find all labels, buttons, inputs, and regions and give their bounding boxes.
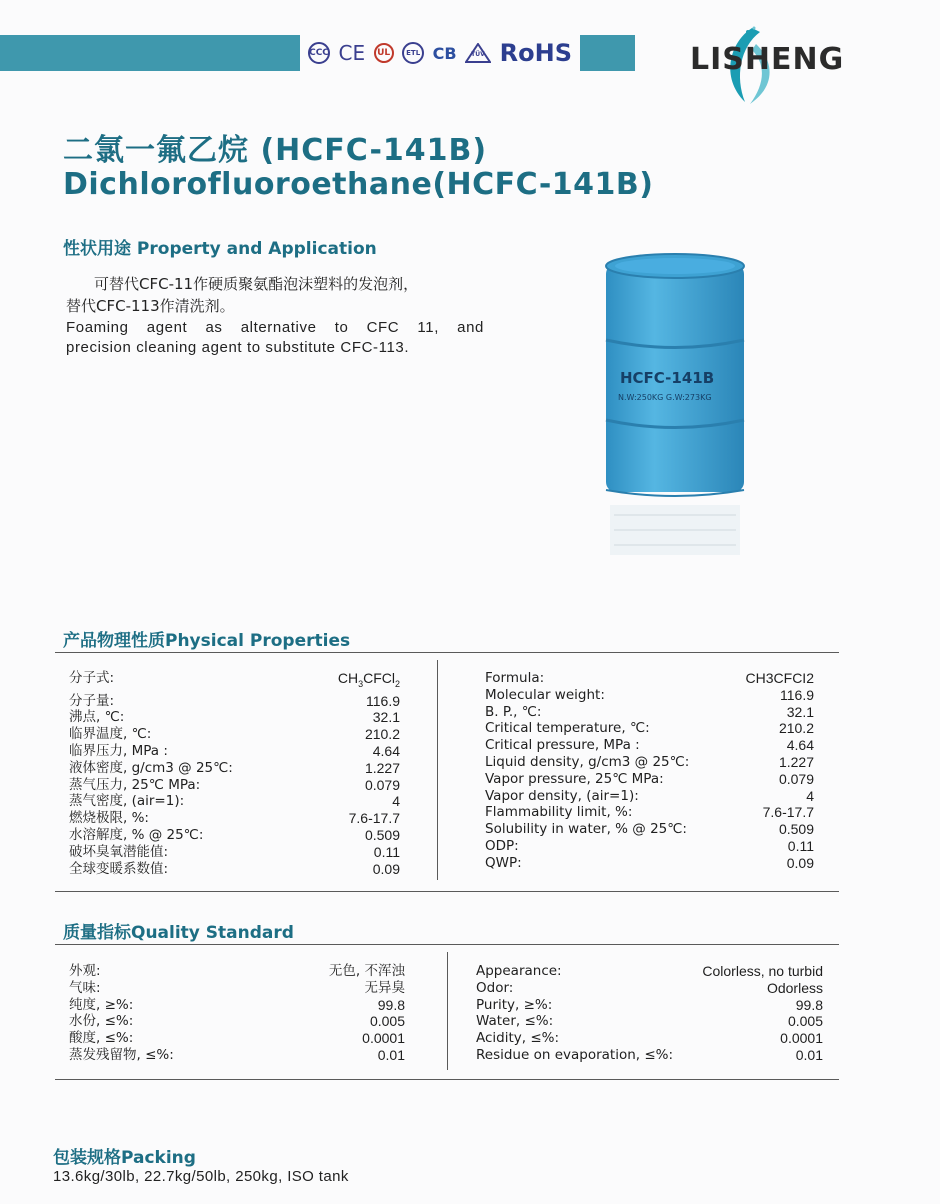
row-label: Residue on evaporation, ≤%: (476, 1046, 674, 1063)
table-row (476, 980, 823, 997)
header-banner-left (0, 35, 300, 71)
table-row (69, 1047, 405, 1064)
table-row (69, 980, 405, 997)
table-row (69, 760, 400, 777)
quality-table-en (476, 963, 823, 1064)
property-text-chinese (66, 273, 486, 317)
row-label: QWP: (485, 854, 522, 871)
row-label: 纯度, ≥%: (69, 996, 134, 1013)
row-value: 99.8 (377, 996, 405, 1013)
row-value: 116.9 (366, 692, 400, 709)
table-row (476, 1030, 823, 1047)
row-value: 4.64 (786, 737, 814, 754)
table-row (69, 861, 400, 878)
row-label: Acidity, ≤%: (476, 1030, 560, 1047)
header-banner-right (580, 35, 635, 71)
table-row (485, 737, 814, 754)
property-en-line: precision cleaning agent to substitute CFC-113. (66, 339, 410, 356)
table-row (69, 743, 400, 760)
property-cn-line: 可替代CFC-11作硬质聚氨酯泡沫塑料的发泡剂， (94, 275, 419, 293)
row-value: 0.509 (364, 826, 400, 843)
certification-strip (300, 35, 580, 71)
formula-value: $CH_3CFCl_2$ (337, 670, 400, 689)
title-english: Dichlorofluoroethane(HCFC-141B) (63, 167, 654, 202)
divider (55, 1079, 839, 1080)
row-value: 0.01 (795, 1046, 823, 1063)
row-value: 0.509 (778, 821, 814, 838)
table-row (476, 997, 823, 1014)
table-row (69, 777, 400, 794)
divider (55, 652, 839, 653)
row-value: 0.005 (787, 1013, 823, 1030)
table-row (69, 1030, 405, 1047)
table-row (476, 963, 823, 980)
row-label: 临界压力, MPa : (69, 742, 168, 759)
table-row (485, 804, 814, 821)
table-row (69, 963, 405, 980)
row-value: Colorless, no turbid (702, 963, 823, 979)
property-cn-line: 替代CFC-113作清洗剂。 (66, 297, 235, 315)
title-chinese: 二氯一氟乙烷 (HCFC-141B) (63, 133, 488, 168)
row-value: 1.227 (364, 759, 400, 776)
row-value: 116.9 (780, 686, 814, 703)
row-value: 4.64 (372, 742, 400, 759)
table-row (485, 821, 814, 838)
row-value: 0.005 (369, 1013, 405, 1030)
row-label: 全球变暖系数值: (69, 860, 169, 877)
drum-weights: N.W:250KG G.W:273KG (618, 393, 712, 402)
table-row (485, 754, 814, 771)
row-value: 7.6-17.7 (348, 810, 400, 827)
row-value: 210.2 (364, 726, 400, 743)
row-value: 无异臭 (364, 979, 405, 996)
row-value: 210.2 (778, 720, 814, 737)
table-row (485, 720, 814, 737)
quality-heading: 质量指标Quality Standard (63, 923, 294, 943)
row-value: 0.079 (364, 776, 400, 793)
table-row (476, 1047, 823, 1064)
drum-image (600, 250, 750, 560)
row-value: 32.1 (372, 709, 400, 726)
divider (55, 944, 839, 945)
row-label: Liquid density, g/cm3 @ 25℃: (485, 753, 690, 770)
table-row (476, 1013, 823, 1030)
row-value: 无色, 不浑浊 (328, 963, 405, 979)
column-divider (437, 660, 438, 880)
row-value: 0.01 (377, 1046, 405, 1063)
column-divider (447, 952, 448, 1070)
row-label: Formula: (485, 670, 545, 686)
ccc-mark-icon: CCC (308, 42, 330, 64)
table-row (485, 670, 814, 687)
table-row (69, 670, 400, 693)
ul-mark-icon: UL (374, 43, 394, 63)
property-text-english (66, 318, 484, 358)
quality-table-cn (69, 963, 405, 1064)
table-row (485, 838, 814, 855)
row-value: 99.8 (795, 996, 823, 1013)
row-label: Vapor density, (air=1): (485, 787, 639, 804)
divider (55, 891, 839, 892)
row-label: Appearance: (476, 963, 562, 979)
rohs-mark-icon: RoHS (499, 39, 572, 67)
table-row (485, 704, 814, 721)
drum-label: HCFC-141B (620, 369, 715, 387)
row-value: 0.09 (786, 854, 814, 871)
tuv-mark-icon: TÜV (465, 43, 491, 63)
table-row (69, 997, 405, 1014)
table-row (69, 693, 400, 710)
table-row (69, 844, 400, 861)
row-value: 0.0001 (780, 1030, 823, 1047)
physical-heading: 产品物理性质Physical Properties (63, 631, 351, 651)
row-label: 水溶解度, % @ 25℃: (69, 826, 204, 843)
row-value: CH3CFCI2 (745, 670, 814, 686)
row-label: Molecular weight: (485, 686, 605, 703)
packing-heading: 包装规格Packing (53, 1148, 196, 1168)
company-logo (690, 22, 850, 112)
row-label: 蒸气压力, 25℃ MPa: (69, 776, 201, 793)
row-value: 7.6-17.7 (762, 804, 814, 821)
table-row (485, 855, 814, 872)
table-row (69, 810, 400, 827)
row-label: Purity, ≥%: (476, 996, 553, 1013)
row-label: Critical pressure, MPa : (485, 737, 640, 754)
row-label: 蒸气密度, (air=1): (69, 793, 185, 810)
table-row (69, 726, 400, 743)
row-label: Solubility in water, % @ 25℃: (485, 821, 687, 838)
table-row (485, 687, 814, 704)
ce-mark-icon: CE (338, 41, 366, 65)
logo-text: LISHENG (690, 42, 845, 77)
row-label: 燃烧极限, %: (69, 810, 149, 827)
row-label: ODP: (485, 837, 519, 854)
row-label: B. P., ℃: (485, 703, 542, 720)
row-value: 0.09 (372, 860, 400, 877)
row-label: 外观: (69, 963, 101, 979)
packing-text: 13.6kg/30lb, 22.7kg/50lb, 250kg, ISO tank (53, 1168, 349, 1185)
cb-mark-icon: CB (432, 43, 457, 63)
row-label: 破坏臭氧潜能值: (69, 843, 169, 860)
physical-table-en (485, 670, 814, 872)
row-label: 气味: (69, 979, 101, 996)
row-value: 4 (392, 793, 400, 810)
row-label: 蒸发残留物, ≤%: (69, 1046, 174, 1063)
etl-mark-icon: ETL (402, 42, 424, 64)
table-row (69, 1013, 405, 1030)
row-value: Odorless (766, 979, 823, 996)
row-label: Flammability limit, %: (485, 804, 633, 821)
row-label: 沸点, ℃: (69, 709, 125, 726)
row-label: 液体密度, g/cm3 @ 25℃: (69, 759, 233, 776)
row-label: Water, ≤%: (476, 1013, 554, 1030)
row-label: 水份, ≤%: (69, 1013, 134, 1030)
row-value: 0.079 (778, 770, 814, 787)
table-row (69, 827, 400, 844)
row-label: 临界温度, ℃: (69, 726, 152, 743)
row-label: 分子式: (69, 670, 115, 686)
row-label: 分子量: (69, 692, 115, 709)
row-value: 4 (806, 787, 814, 804)
property-en-line: Foaming agent as alternative to CFC 11, and (66, 319, 484, 336)
row-value: 0.11 (373, 843, 400, 860)
row-value: 32.1 (786, 703, 814, 720)
table-row (485, 788, 814, 805)
table-row (69, 709, 400, 726)
physical-table-cn (69, 670, 400, 877)
row-value: 0.0001 (362, 1030, 405, 1047)
row-label: 酸度, ≤%: (69, 1030, 134, 1047)
row-value: 0.11 (787, 837, 814, 854)
row-label: Odor: (476, 979, 514, 996)
property-heading: 性状用途 Property and Application (63, 239, 377, 259)
row-label: Vapor pressure, 25℃ MPa: (485, 770, 664, 787)
row-label: Critical temperature, ℃: (485, 720, 650, 737)
row-value: 1.227 (778, 753, 814, 770)
table-row (485, 771, 814, 788)
table-row (69, 793, 400, 810)
